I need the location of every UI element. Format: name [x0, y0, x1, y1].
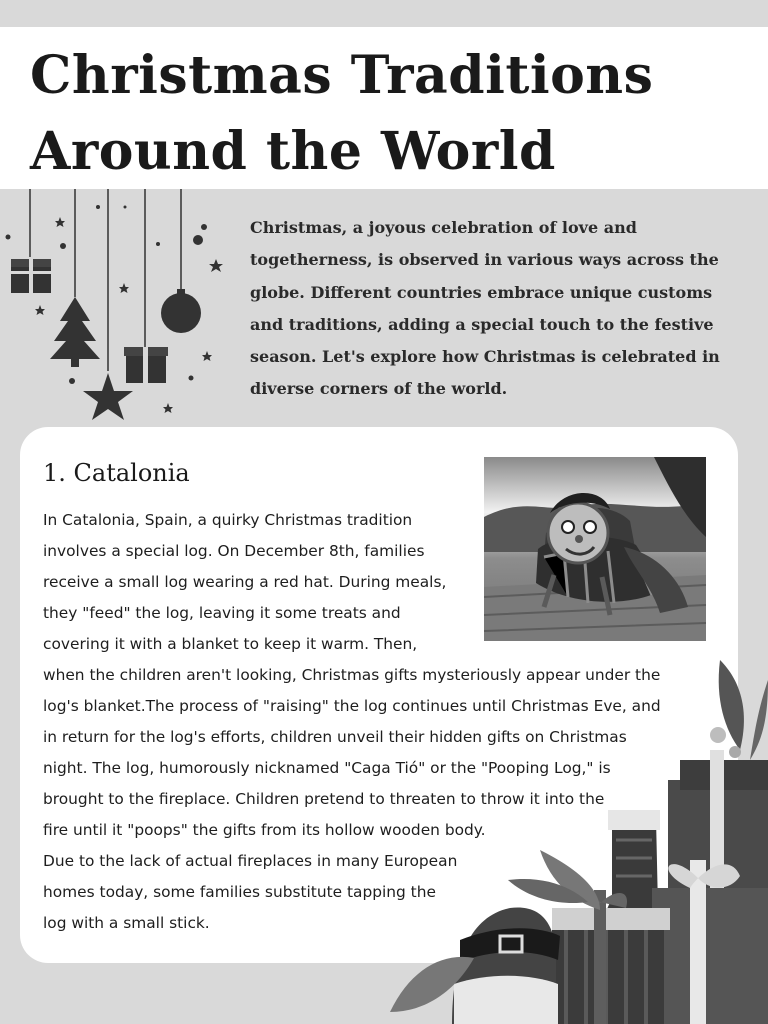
- section-title-catalonia: 1. Catalonia: [43, 459, 190, 487]
- body-line: log with a small stick.: [43, 914, 210, 932]
- body-line: log's blanket.The process of "raising" the log continues until Christmas Eve, and: [43, 697, 661, 715]
- body-line: involves a special log. On December 8th, families: [43, 542, 425, 560]
- body-line: brought to the fireplace. Children pretend to threaten to throw it into the: [43, 790, 605, 808]
- body-line: when the children aren't looking, Christmas gifts mysteriously appear under the: [43, 666, 661, 684]
- body-line: Due to the lack of actual fireplaces in many European: [43, 852, 458, 870]
- body-line: they "feed" the log, leaving it some treats and: [43, 604, 401, 622]
- intro-paragraph: Christmas, a joyous celebration of love and togetherness, is observed in various ways across the globe. Different countries embrace unique customs and traditions, adding a special touch to the festive season. Let's explore how Christmas is celebrated in diverse corners of the world.: [250, 218, 720, 399]
- body-line: receive a small log wearing a red hat. During meals,: [43, 573, 447, 591]
- title-line-2: Around the World: [30, 121, 556, 182]
- body-line: homes today, some families substitute tapping the: [43, 883, 436, 901]
- star-ornament-icon: [83, 373, 133, 420]
- bauble-ornament-icon: [161, 289, 201, 333]
- tree-ornament-icon: [50, 297, 100, 367]
- title-line-1: Christmas Traditions: [30, 45, 654, 106]
- catalonia-body-text: [43, 505, 723, 939]
- gift-ornament-icon: [11, 259, 51, 293]
- hanging-ornaments: [0, 189, 240, 449]
- page-title: [30, 38, 653, 190]
- body-line: fire until it "poops" the gifts from its hollow wooden body.: [43, 821, 486, 839]
- body-line: covering it with a blanket to keep it warm. Then,: [43, 635, 418, 653]
- body-line: night. The log, humorously nicknamed "Caga Tió" or the "Pooping Log," is: [43, 759, 611, 777]
- body-line: In Catalonia, Spain, a quirky Christmas tradition: [43, 511, 413, 529]
- body-line: in return for the log's efforts, children unveil their hidden gifts on Christmas: [43, 728, 627, 746]
- gift-ornament-icon: [124, 347, 168, 383]
